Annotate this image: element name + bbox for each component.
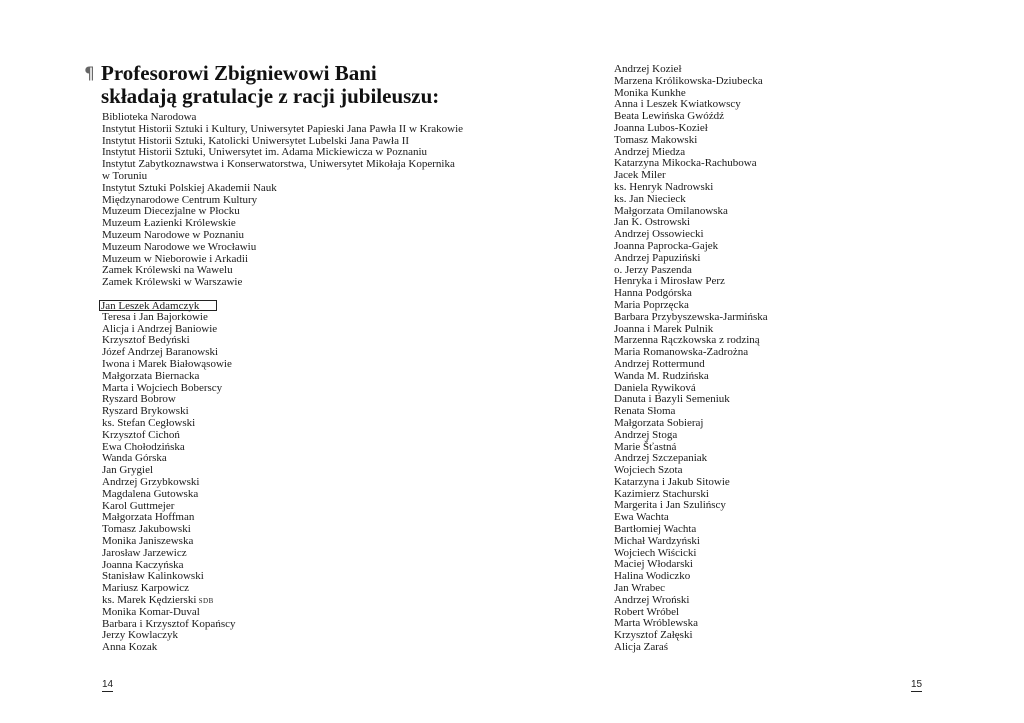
person-item-text: Karol Guttmejer	[102, 499, 175, 512]
person-item-text: Ewa Chołodzińska	[102, 440, 185, 453]
person-item-text: Wanda M. Rudzińska	[614, 369, 709, 382]
person-item-text: Henryka i Mirosław Perz	[614, 275, 725, 288]
person-item-text: ks. Henryk Nadrowski	[614, 180, 714, 193]
heading-line-1: Profesorowi Zbigniewowi Bani	[101, 61, 377, 85]
person-item-text: Joanna i Marek Pulnik	[614, 322, 714, 335]
person-item-text: Barbara Przybyszewska-Jarmińska	[614, 310, 768, 323]
person-item-text: Hanna Podgórska	[614, 287, 692, 300]
person-item-text: Krzysztof Cichoń	[102, 428, 180, 441]
person-item-text: Anna i Leszek Kwiatkowscy	[614, 98, 741, 111]
person-item-text: Bartłomiej Wachta	[614, 523, 697, 536]
pilcrow-mark: ¶	[84, 64, 95, 84]
person-item-text: Alicja i Andrzej Baniowie	[102, 322, 218, 335]
person-item-text: Marzenna Rączkowska z rodziną	[614, 334, 760, 347]
page-heading	[101, 62, 439, 108]
page-number-right: 15	[911, 679, 923, 690]
institution-item-text: Muzeum Łazienki Królewskie	[102, 217, 236, 230]
person-item-text: Ryszard Brykowski	[102, 405, 189, 418]
person-item-text: Andrzej Papuziński	[614, 251, 701, 264]
person-item-text: Iwona i Marek Białowąsowie	[102, 357, 232, 370]
person-item-text: Renata Słoma	[614, 405, 676, 418]
institution-item-text: Zamek Królewski w Warszawie	[102, 276, 243, 289]
person-item-text: Jerzy Kowlaczyk	[102, 629, 179, 642]
person-item-text: ks. Stefan Cegłowski	[102, 416, 196, 429]
person-item-text: Andrzej Kozieł	[614, 63, 682, 75]
person-item-text: Marta i Wojciech Boberscy	[102, 381, 223, 394]
person-item-text: Joanna Kaczyńska	[102, 558, 184, 571]
person-item-text: Jan K. Ostrowski	[614, 216, 691, 229]
person-item-text: Andrzej Szczepaniak	[614, 452, 708, 465]
person-item-text: Teresa i Jan Bajorkowie	[102, 310, 208, 323]
institution-item-text: Instytut Zabytkoznawstwa i Konserwatorstwa, Uniwersytet Mikołaja Kopernika	[102, 158, 455, 171]
person-item-text: Monika Komar-Duval	[102, 605, 200, 618]
institution-item	[102, 277, 463, 289]
person-item-text: Jan Grygiel	[102, 464, 154, 477]
person-item-text: Robert Wróbel	[614, 605, 680, 618]
person-item-text: Danuta i Bazyli Semeniuk	[614, 393, 730, 406]
institution-item-text: Instytut Historii Sztuki i Kultury, Uniwersytet Papieski Jana Pawła II w Krakowie	[102, 122, 464, 135]
heading-line-2: składają gratulacje z racji jubileuszu:	[101, 84, 440, 108]
person-item-text: Katarzyna Mikocka-Rachubowa	[614, 157, 757, 170]
person-item-text: Maria Poprzęcka	[614, 298, 689, 311]
person-item-text: o. Jerzy Paszenda	[614, 263, 692, 276]
person-item-text: Stanisław Kalinkowski	[102, 570, 204, 583]
person-item-text: Andrzej Miedza	[614, 145, 686, 158]
person-item-text: Jarosław Jarzewicz	[102, 546, 187, 559]
person-item-text: Anna Kozak	[102, 641, 158, 654]
person-item-text: ks. Marek Kędzierski	[102, 593, 197, 606]
institution-item-text: Instytut Historii Sztuki, Katolicki Uniwersytet Lubelski Jana Pawła II	[102, 134, 410, 147]
person-item-text: Andrzej Grzybkowski	[102, 475, 200, 488]
person-item-text: Marzena Królikowska-Dziubecka	[614, 74, 763, 87]
person-item-text: Daniela Rywiková	[614, 381, 696, 394]
person-item-text: Michał Wardzyński	[614, 534, 700, 547]
person-item-text: Marta Wróblewska	[614, 617, 698, 630]
person-item-text: Małgorzata Omilanowska	[614, 204, 728, 217]
person-item	[614, 642, 768, 654]
person-item-text: Andrzej Rottermund	[614, 357, 705, 370]
person-item-text: Beata Lewińska Gwóźdź	[614, 110, 724, 123]
institution-item-text: Muzeum w Nieborowie i Arkadii	[102, 252, 249, 265]
institution-item	[102, 159, 463, 171]
person-item-text: Małgorzata Sobieraj	[614, 416, 704, 429]
person-item-text: Andrzej Wroński	[614, 593, 690, 606]
person-item-text: Mariusz Karpowicz	[102, 582, 190, 595]
person-item-text: Małgorzata Biernacka	[102, 369, 200, 382]
person-item-text: Ryszard Bobrow	[102, 393, 176, 406]
institutions-list	[102, 112, 463, 289]
person-item-text: Alicja Zaraś	[614, 641, 669, 654]
institution-item-text: Zamek Królewski na Wawelu	[102, 264, 233, 277]
person-item-text: Andrzej Stoga	[614, 428, 678, 441]
order-suffix: SDB	[196, 596, 214, 605]
right-page	[512, 0, 1024, 723]
person-item-text: Wojciech Szota	[614, 464, 683, 477]
person-item-text: ks. Jan Niecieck	[614, 192, 686, 205]
person-item-text: Joanna Paprocka-Gajek	[614, 239, 719, 252]
person-item-text: Kazimierz Stachurski	[614, 487, 709, 500]
institution-item-text: Biblioteka Narodowa	[102, 111, 197, 123]
institution-item-text: Instytut Historii Sztuki, Uniwersytet im. Adama Mickiewicza w Poznaniu	[102, 146, 428, 159]
selected-entry-box[interactable]: Jan Leszek Adamczyk	[99, 300, 217, 311]
person-item-text: Katarzyna i Jakub Sitowie	[614, 475, 730, 488]
person-item-text: Maria Romanowska-Zadrożna	[614, 346, 749, 359]
person-item-text: Krzysztof Bedyński	[102, 334, 190, 347]
institution-item-text: Międzynarodowe Centrum Kultury	[102, 193, 258, 206]
page-number-left: 14	[102, 679, 114, 690]
institution-item-text: Instytut Sztuki Polskiej Akademii Nauk	[102, 181, 277, 194]
institution-item-text: Muzeum Narodowe we Wrocławiu	[102, 240, 257, 253]
person-item-text: Tomasz Jakubowski	[102, 523, 191, 536]
person-item-text: Monika Kunkhe	[614, 86, 686, 99]
person-item-text: Józef Andrzej Baranowski	[102, 346, 219, 359]
person-item-text: Monika Janiszewska	[102, 534, 194, 547]
person-item-text: Halina Wodiczko	[614, 570, 691, 583]
person-item-text: Jacek Miler	[614, 169, 666, 182]
person-item-text: Barbara i Krzysztof Kopańscy	[102, 617, 236, 630]
person-item-text: Wojciech Wiścicki	[614, 546, 697, 559]
person-item-text: Magdalena Gutowska	[102, 487, 199, 500]
person-item-text: Marie Šťastná	[614, 440, 677, 453]
person-item-text: Wanda Górska	[102, 452, 167, 465]
person-item-text: Ewa Wachta	[614, 511, 669, 524]
person-item-text: Małgorzata Hoffman	[102, 511, 195, 524]
person-item-text: Jan Wrabec	[614, 582, 665, 595]
person-item-text: Andrzej Ossowiecki	[614, 228, 704, 241]
person-item	[102, 642, 235, 654]
institution-item-text: Muzeum Narodowe w Poznaniu	[102, 228, 245, 241]
institution-item-text: Muzeum Diecezjalne w Płocku	[102, 205, 240, 218]
person-item-text: Joanna Lubos-Kozieł	[614, 121, 708, 134]
person-item-text: Krzysztof Załęski	[614, 629, 693, 642]
people-list-right	[614, 64, 768, 654]
person-item-text: Margerita i Jan Szulińscy	[614, 499, 726, 512]
person-item-text: Maciej Włodarski	[614, 558, 693, 571]
person-item-text: Tomasz Makowski	[614, 133, 698, 146]
people-list-left	[102, 300, 235, 654]
institution-item-text: w Toruniu	[102, 169, 148, 182]
